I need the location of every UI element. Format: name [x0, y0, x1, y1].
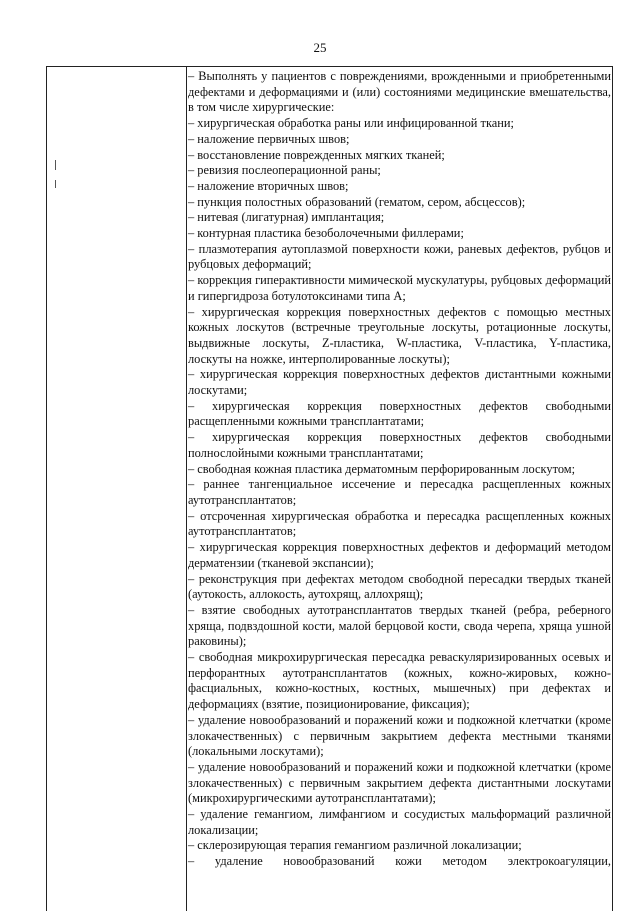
list-item: – пункция полостных образований (гематом, сером, абсцессов);: [188, 194, 526, 209]
list-item: – свободная микрохирургическая пересадка реваскуляризированных осевых и перфорантных аутотрансплантатов (кожных, кожно-жировых, кожно-фасциальных, кожно-костных, костных, мышечных) при дефектах и деформациях (взятие, позиционирование, фиксация);: [188, 650, 611, 712]
list-item: – Выполнять у пациентов с повреждениями, врожденными и приобретенными дефектами и деформациями и (или) состояниями медицинские вмешательства, в том числе хирургические:: [188, 69, 611, 115]
list-item: – удаление новообразований кожи методом электрокоагуляции,: [188, 854, 611, 869]
scan-mark: [55, 160, 56, 170]
list-item: – хирургическая коррекция поверхностных дефектов свободными расщепленными кожными трансплантатами;: [188, 398, 611, 429]
table-cell-content: [188, 69, 611, 870]
list-item: – раннее тангенциальное иссечение и пересадка расщепленных кожных аутотрансплантатов;: [188, 477, 611, 507]
document-table: [46, 66, 613, 911]
list-item: – удаление новообразований и поражений кожи и подкожной клетчатки (кроме злокачественных) с первичным закрытием дефекта дистантными лоскутами (микрохирургическими аутотрансплантатами);: [188, 759, 611, 806]
list-item: – коррекция гиперактивности мимической мускулатуры, рубцовых деформаций и гипергидроза ботулотоксинами типа А;: [188, 273, 611, 303]
list-item: – хирургическая коррекция поверхностных дефектов свободными полнослойными кожными трансплантатами;: [188, 430, 611, 460]
list-item: – реконструкция при дефектах методом свободной пересадки твердых тканей (аутокость, аллокость, аутохрящ, аллохрящ);: [188, 571, 611, 602]
list-item: – хирургическая коррекция поверхностных дефектов дистантными кожными лоскутами;: [188, 367, 611, 398]
page-number: 25: [313, 40, 327, 55]
list-item: – наложение первичных швов;: [188, 131, 350, 146]
list-item: – наложение вторичных швов;: [188, 178, 349, 193]
column-divider: [186, 67, 187, 911]
list-item: – хирургическая коррекция поверхностных дефектов с помощью местных кожных лоскутов (встречные треугольные лоскуты, ротационные лоскуты, выдвижные лоскуты, Z-пластика, W-пластика, V-пластика, Y-пластика, лоскуты на ножке, интерполированные лоскуты);: [188, 304, 611, 366]
list-item: – удаление новообразований и поражений кожи и подкожной клетчатки (кроме злокачественных) с первичным закрытием дефекта местными тканями (локальными лоскутами);: [188, 712, 611, 759]
list-item: – свободная кожная пластика дерматомным перфорированным лоскутом;: [188, 461, 576, 476]
list-item: – отсроченная хирургическая обработка и пересадка расщепленных кожных аутотрансплантатов;: [188, 508, 611, 539]
list-item: – хирургическая коррекция поверхностных дефектов и деформаций методом дерматензии (тканевой экспансии);: [188, 540, 611, 570]
list-item: – склерозирующая терапия гемангиом различной локализации;: [188, 838, 522, 853]
list-item: – ревизия послеоперационной раны;: [188, 163, 381, 178]
scan-mark: [55, 180, 56, 188]
list-item: – нитевая (лигатурная) имплантация;: [188, 210, 385, 225]
list-item: – взятие свободных аутотрансплантатов твердых тканей (ребра, реберного хряща, подвздошной кости, малой берцовой кости, свода черепа, хряща ушной раковины);: [188, 602, 611, 649]
list-item: – удаление гемангиом, лимфангиом и сосудистых мальформаций различной локализации;: [188, 807, 611, 837]
list-item: – плазмотерапия аутоплазмой поверхности кожи, раневых дефектов, рубцов и рубцовых деформаций;: [188, 241, 611, 272]
list-item: – хирургическая обработка раны или инфицированной ткани;: [188, 116, 514, 131]
list-item: – контурная пластика безоболочечными филлерами;: [188, 226, 464, 241]
list-item: – восстановление поврежденных мягких тканей;: [188, 147, 445, 162]
